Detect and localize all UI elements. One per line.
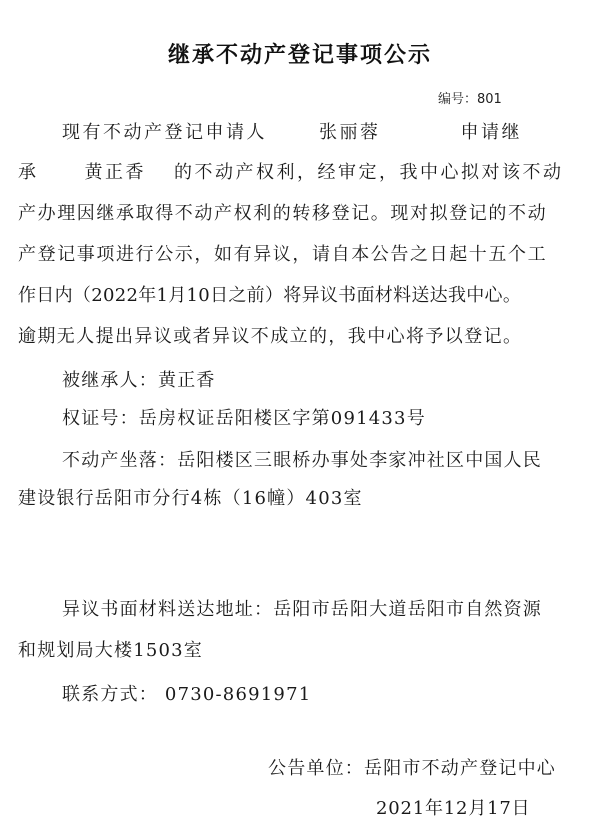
body-line-6: 逾期无人提出异议或者异议不成立的，我中心将予以登记。 <box>18 326 523 347</box>
location-line-1: 不动产坐落：岳阳楼区三眼桥办事处李家冲社区中国人民 <box>62 450 542 471</box>
body-line-3: 产办理因继承取得不动产权利的转移登记。现对拟登记的不动 <box>18 203 548 224</box>
document-title: 继承不动产登记事项公示 <box>167 43 432 68</box>
deceased-name: 黄正香 <box>84 162 146 183</box>
applicant-name: 张丽蓉 <box>319 122 381 143</box>
body-text: 的不动产权利，经审定，我中心拟对该不动 <box>174 162 564 183</box>
certificate-line: 权证号：岳房权证岳阳楼区字第091433号 <box>62 408 426 429</box>
body-line-5: 作日内（2022年1月10日之前）将异议书面材料送达我中心。 <box>18 285 522 306</box>
contact-line: 联系方式： 0730-8691971 <box>62 684 312 705</box>
location-line-2: 建设银行岳阳市分行4栋（16幢）403室 <box>18 488 363 509</box>
body-line-2 <box>18 158 564 184</box>
body-text: 承 <box>18 162 39 183</box>
objection-address-line-2: 和规划局大楼1503室 <box>18 640 204 661</box>
issue-date: 2021年12月17日 <box>376 798 531 819</box>
objection-address-line-1: 异议书面材料送达地址：岳阳市岳阳大道岳阳市自然资源 <box>62 599 542 620</box>
issuer-line: 公告单位：岳阳市不动产登记中心 <box>268 758 556 779</box>
body-text: 现有不动产登记申请人 <box>62 122 267 143</box>
body-text: 申请继 <box>460 122 522 143</box>
document-number: 编号：801 <box>438 92 502 107</box>
body-line-4: 产登记事项进行公示，如有异议，请自本公告之日起十五个工 <box>18 244 548 265</box>
body-line-1 <box>62 118 522 144</box>
heir-line: 被继承人：黄正香 <box>62 370 216 391</box>
